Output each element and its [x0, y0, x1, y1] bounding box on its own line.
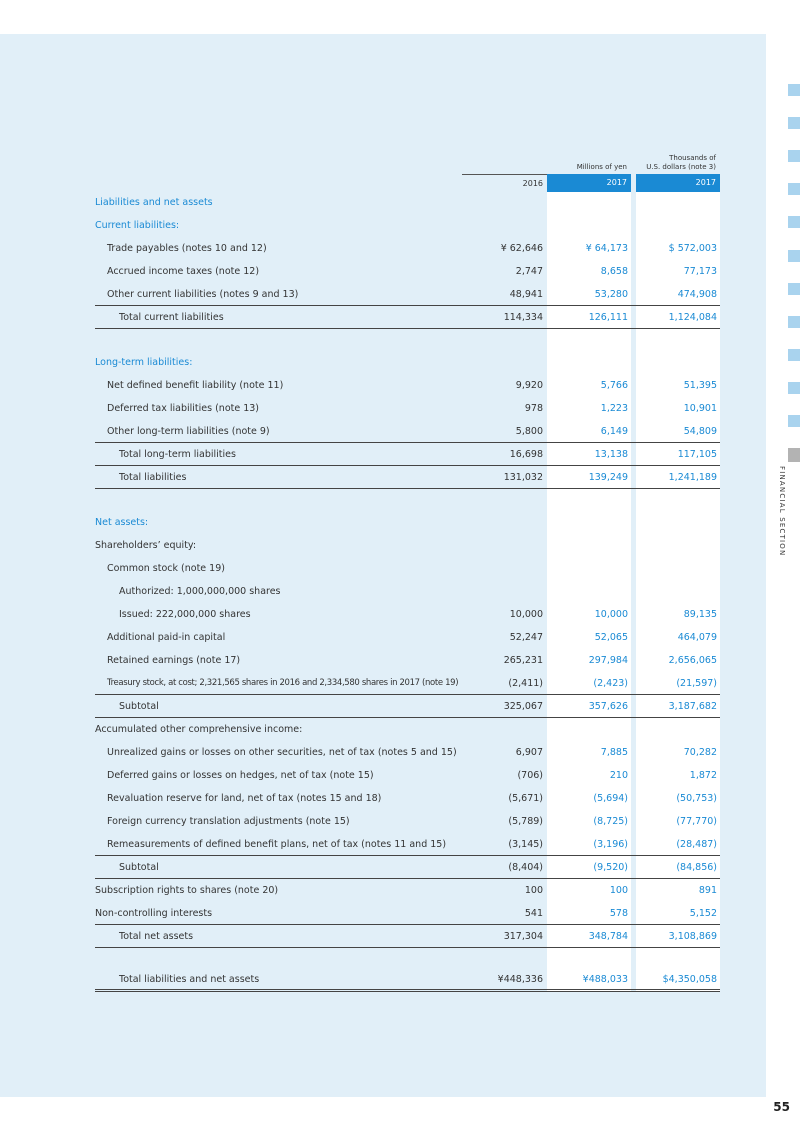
- row-label: Deferred tax liabilities (note 13): [107, 403, 260, 414]
- row-label: Trade payables (notes 10 and 12): [107, 243, 267, 254]
- row-label: Accumulated other comprehensive income:: [95, 724, 303, 735]
- table-row: [95, 260, 720, 283]
- table-row: [95, 856, 720, 879]
- table-row: [95, 443, 720, 466]
- value-2016: 48,941: [509, 289, 543, 300]
- value-2017-usd: 5,152: [689, 908, 717, 919]
- value-2017-jpy: 7,885: [600, 747, 628, 758]
- value-2017-jpy: 8,658: [600, 266, 628, 277]
- value-2017-usd: 464,079: [677, 632, 717, 643]
- row-label: Net defined benefit liability (note 11): [107, 380, 284, 391]
- value-2017-usd: 89,135: [683, 609, 717, 620]
- page-number: 55: [773, 1100, 790, 1114]
- row-label: Total long-term liabilities: [119, 449, 236, 460]
- value-2017-usd: 117,105: [677, 449, 717, 460]
- value-2017-jpy: 210: [609, 770, 628, 781]
- value-2016: 100: [524, 885, 543, 896]
- section-marker[interactable]: [788, 316, 800, 328]
- value-2017-usd: 2,656,065: [668, 655, 717, 666]
- section-marker[interactable]: [788, 250, 800, 262]
- value-2016: 265,231: [503, 655, 543, 666]
- value-2016: 541: [524, 908, 543, 919]
- value-2016: 16,698: [509, 449, 543, 460]
- value-2017-usd: 70,282: [683, 747, 717, 758]
- section-heading: Liabilities and net assets: [95, 197, 213, 208]
- value-2017-jpy: (3,196): [593, 839, 628, 850]
- row-label: Unrealized gains or losses on other securities, net of tax (notes 5 and 15): [107, 747, 457, 758]
- section-marker[interactable]: [788, 216, 800, 228]
- row-label: Total current liabilities: [119, 312, 224, 323]
- table-row: [95, 534, 720, 557]
- table-row: [95, 626, 720, 649]
- value-2017-jpy: 348,784: [588, 931, 628, 942]
- table-row: [95, 833, 720, 856]
- row-label: Issued: 222,000,000 shares: [119, 609, 251, 620]
- row-label: Total net assets: [119, 931, 194, 942]
- row-label: Total liabilities: [119, 472, 187, 483]
- table-row: [95, 810, 720, 833]
- row-label: Common stock (note 19): [107, 563, 225, 574]
- value-2016: 6,907: [515, 747, 543, 758]
- row-label: Subscription rights to shares (note 20): [95, 885, 279, 896]
- table-row: [95, 695, 720, 718]
- row-divider: [95, 947, 720, 948]
- row-label: Treasury stock, at cost; 2,321,565 shares in 2016 and 2,334,580 shares in 2017 (note 19): [107, 678, 459, 688]
- year-header-2017-usd: 2017: [636, 174, 720, 192]
- row-label: Revaluation reserve for land, net of tax (notes 15 and 18): [107, 793, 382, 804]
- value-2017-usd: (77,770): [676, 816, 717, 827]
- table-row: [95, 237, 720, 260]
- value-2017-usd: (50,753): [676, 793, 717, 804]
- section-marker[interactable]: [788, 183, 800, 195]
- row-label: Accrued income taxes (note 12): [107, 266, 260, 277]
- row-label: Deferred gains or losses on hedges, net of tax (note 15): [107, 770, 374, 781]
- value-2016: (5,671): [508, 793, 543, 804]
- section-marker[interactable]: [788, 150, 800, 162]
- value-2017-usd: 10,901: [683, 403, 717, 414]
- section-heading: Long-term liabilities:: [95, 357, 193, 368]
- value-2017-jpy: 6,149: [600, 426, 628, 437]
- year-header-2016: 2016: [462, 174, 547, 192]
- value-2017-jpy: (9,520): [593, 862, 628, 873]
- value-2016: 52,247: [509, 632, 543, 643]
- table-row: [95, 718, 720, 741]
- value-2017-usd: (84,856): [676, 862, 717, 873]
- row-label: Non-controlling interests: [95, 908, 213, 919]
- value-2017-jpy: 100: [609, 885, 628, 896]
- value-2016: 978: [524, 403, 543, 414]
- value-2017-jpy: 578: [609, 908, 628, 919]
- table-row: [95, 557, 720, 580]
- row-divider: [95, 488, 720, 489]
- table-row: [95, 466, 720, 489]
- section-marker[interactable]: [788, 415, 800, 427]
- table-row: [95, 191, 720, 214]
- table-row: [95, 374, 720, 397]
- usd-unit-header-line1: Thousands of: [669, 154, 716, 162]
- table-row: [95, 283, 720, 306]
- row-label: Subtotal: [119, 862, 159, 873]
- value-2016: ¥ 62,646: [500, 243, 543, 254]
- row-label: Total liabilities and net assets: [119, 974, 260, 985]
- value-2017-jpy: 357,626: [588, 701, 628, 712]
- value-2017-usd: 77,173: [683, 266, 717, 277]
- table-row: [95, 968, 720, 991]
- jpy-unit-header: Millions of yen: [576, 163, 627, 171]
- section-heading: Current liabilities:: [95, 220, 180, 231]
- value-2016: 9,920: [515, 380, 543, 391]
- section-marker[interactable]: [788, 382, 800, 394]
- value-2017-jpy: 53,280: [594, 289, 628, 300]
- value-2016: 2,747: [515, 266, 543, 277]
- table-row: [95, 603, 720, 626]
- value-2017-jpy: (8,725): [593, 816, 628, 827]
- value-2017-jpy: 10,000: [594, 609, 628, 620]
- value-2017-usd: 3,187,682: [668, 701, 717, 712]
- row-divider-double: [95, 989, 720, 992]
- value-2016: ¥448,336: [497, 974, 543, 985]
- row-label: Foreign currency translation adjustments (note 15): [107, 816, 350, 827]
- row-label: Subtotal: [119, 701, 159, 712]
- value-2017-usd: 1,872: [689, 770, 717, 781]
- row-label: Authorized: 1,000,000,000 shares: [119, 586, 281, 597]
- table-row: [95, 397, 720, 420]
- value-2016: (8,404): [508, 862, 543, 873]
- table-row: [95, 306, 720, 329]
- table-row: [95, 902, 720, 925]
- table-row: [95, 741, 720, 764]
- value-2016: 10,000: [509, 609, 543, 620]
- value-2017-usd: 51,395: [683, 380, 717, 391]
- row-label: Other long-term liabilities (note 9): [107, 426, 270, 437]
- table-row: [95, 925, 720, 948]
- value-2017-usd: 891: [698, 885, 717, 896]
- table-row: [95, 420, 720, 443]
- table-row: [95, 672, 720, 695]
- section-marker[interactable]: [788, 349, 800, 361]
- value-2016: 114,334: [503, 312, 543, 323]
- value-2017-jpy: 1,223: [600, 403, 628, 414]
- row-divider: [95, 328, 720, 329]
- value-2017-usd: $ 572,003: [668, 243, 717, 254]
- value-2016: 5,800: [515, 426, 543, 437]
- table-row: [95, 580, 720, 603]
- value-2016: 131,032: [503, 472, 543, 483]
- value-2017-usd: 3,108,869: [668, 931, 717, 942]
- table-row: [95, 879, 720, 902]
- value-2016: (5,789): [508, 816, 543, 827]
- value-2016: 325,067: [503, 701, 543, 712]
- year-header-2017-jpy: 2017: [547, 174, 631, 192]
- value-2017-jpy: ¥ 64,173: [585, 243, 628, 254]
- table-row: [95, 787, 720, 810]
- section-marker[interactable]: [788, 117, 800, 129]
- value-2017-jpy: ¥488,033: [582, 974, 628, 985]
- usd-unit-header-line2: U.S. dollars (note 3): [646, 163, 716, 171]
- value-2017-jpy: (2,423): [593, 678, 628, 689]
- table-row: [95, 351, 720, 374]
- row-label: Remeasurements of defined benefit plans, net of tax (notes 11 and 15): [107, 839, 447, 850]
- value-2016: (706): [517, 770, 543, 781]
- value-2017-jpy: 13,138: [594, 449, 628, 460]
- value-2017-jpy: 52,065: [594, 632, 628, 643]
- section-marker[interactable]: [788, 283, 800, 295]
- value-2017-jpy: 126,111: [588, 312, 628, 323]
- section-marker[interactable]: [788, 84, 800, 96]
- value-2017-jpy: 139,249: [588, 472, 628, 483]
- section-marker-active[interactable]: [788, 448, 800, 462]
- value-2017-jpy: 297,984: [588, 655, 628, 666]
- value-2017-usd: 474,908: [677, 289, 717, 300]
- section-side-label: FINANCIAL SECTION: [778, 466, 786, 557]
- row-label: Other current liabilities (notes 9 and 13): [107, 289, 299, 300]
- value-2017-usd: 1,124,084: [668, 312, 717, 323]
- value-2017-usd: $4,350,058: [662, 974, 717, 985]
- section-heading: Net assets:: [95, 517, 149, 528]
- row-label: Shareholders’ equity:: [95, 540, 197, 551]
- table-row: [95, 214, 720, 237]
- value-2017-usd: (21,597): [676, 678, 717, 689]
- table-row: [95, 764, 720, 787]
- table-row: [95, 649, 720, 672]
- value-2017-usd: 54,809: [683, 426, 717, 437]
- value-2017-usd: 1,241,189: [668, 472, 717, 483]
- value-2016: (2,411): [508, 678, 543, 689]
- value-2017-usd: (28,487): [676, 839, 717, 850]
- value-2016: (3,145): [508, 839, 543, 850]
- value-2017-jpy: (5,694): [593, 793, 628, 804]
- value-2017-jpy: 5,766: [600, 380, 628, 391]
- table-row: [95, 511, 720, 534]
- value-2016: 317,304: [503, 931, 543, 942]
- row-label: Retained earnings (note 17): [107, 655, 241, 666]
- row-label: Additional paid-in capital: [107, 632, 226, 643]
